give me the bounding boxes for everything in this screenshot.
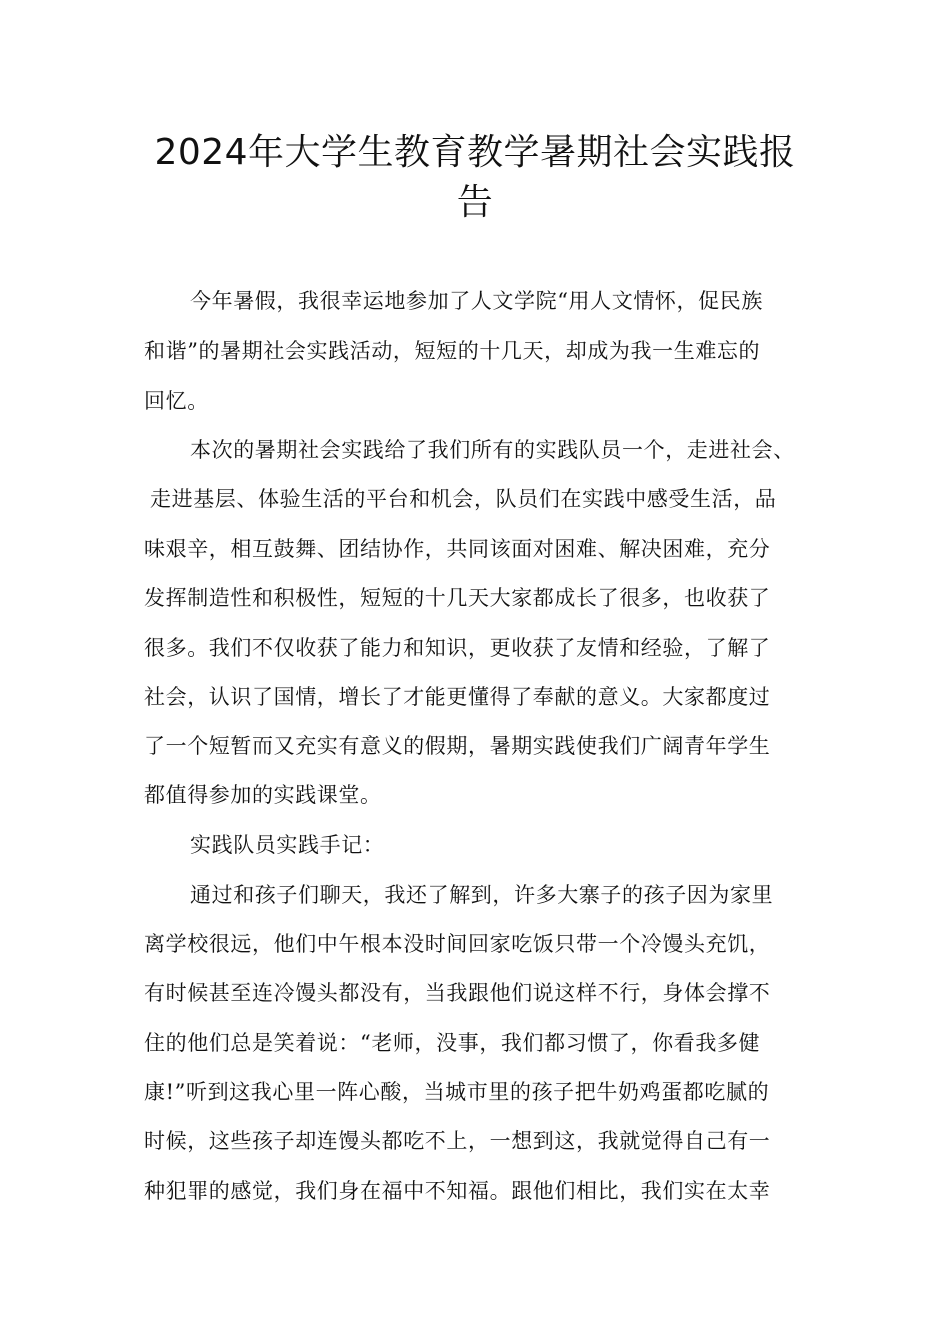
paragraph-1-line-2: 和谐”的暑期社会实践活动，短短的十几天，却成为我一生难忘的 [144,339,761,363]
paragraph-2-line-3: 味艰辛，相互鼓舞、团结协作，共同该面对困难、解决困难，充分 [144,537,771,561]
paragraph-4-line-1: 通过和孩子们聊天，我还了解到，许多大寨子的孩子因为家里 [190,883,774,907]
paragraph-3-line-1: 实践队员实践手记： [190,833,385,857]
paragraph-4-line-6: 时候，这些孩子却连馒头都吃不上，一想到这，我就觉得自己有一 [144,1129,771,1153]
paragraph-2-line-1: 本次的暑期社会实践给了我们所有的实践队员一个，走进社会、 [190,438,795,462]
paragraph-4-line-7: 种犯罪的感觉，我们身在福中不知福。跟他们相比，我们实在太幸 [144,1179,771,1203]
paragraph-4-line-5: 康!”听到这我心里一阵心酸，当城市里的孩子把牛奶鸡蛋都吃腻的 [144,1080,770,1104]
paragraph-2-line-5: 很多。我们不仅收获了能力和知识，更收获了友情和经验，了解了 [144,636,771,660]
paragraph-4-line-2: 离学校很远，他们中午根本没时间回家吃饭只带一个冷馒头充饥， [144,932,771,956]
document-title [120,128,830,228]
title-line-2: 告 [456,182,494,223]
paragraph-2-line-8: 都值得参加的实践课堂。 [144,783,382,807]
paragraph-4-line-4: 住的他们总是笑着说：“老师，没事，我们都习惯了，你看我多健 [144,1031,761,1055]
title-line-1: 2024年大学生教育教学暑期社会实践报 [154,132,796,173]
paragraph-2-line-2: 走进基层、体验生活的平台和机会，队员们在实践中感受生活，品 [150,487,777,511]
paragraph-1-line-3: 回忆。 [144,389,209,413]
paragraph-2-line-7: 了一个短暂而又充实有意义的假期，暑期实践使我们广阔青年学生 [144,734,771,758]
paragraph-2-line-4: 发挥制造性和积极性，短短的十几天大家都成长了很多，也收获了 [144,586,771,610]
paragraph-1-line-1: 今年暑假，我很幸运地参加了人文学院“用人文情怀，促民族 [190,289,763,313]
paragraph-4-line-3: 有时候甚至连冷馒头都没有，当我跟他们说这样不行，身体会撑不 [144,981,771,1005]
paragraph-2-line-6: 社会，认识了国情，增长了才能更懂得了奉献的意义。大家都度过 [144,685,771,709]
